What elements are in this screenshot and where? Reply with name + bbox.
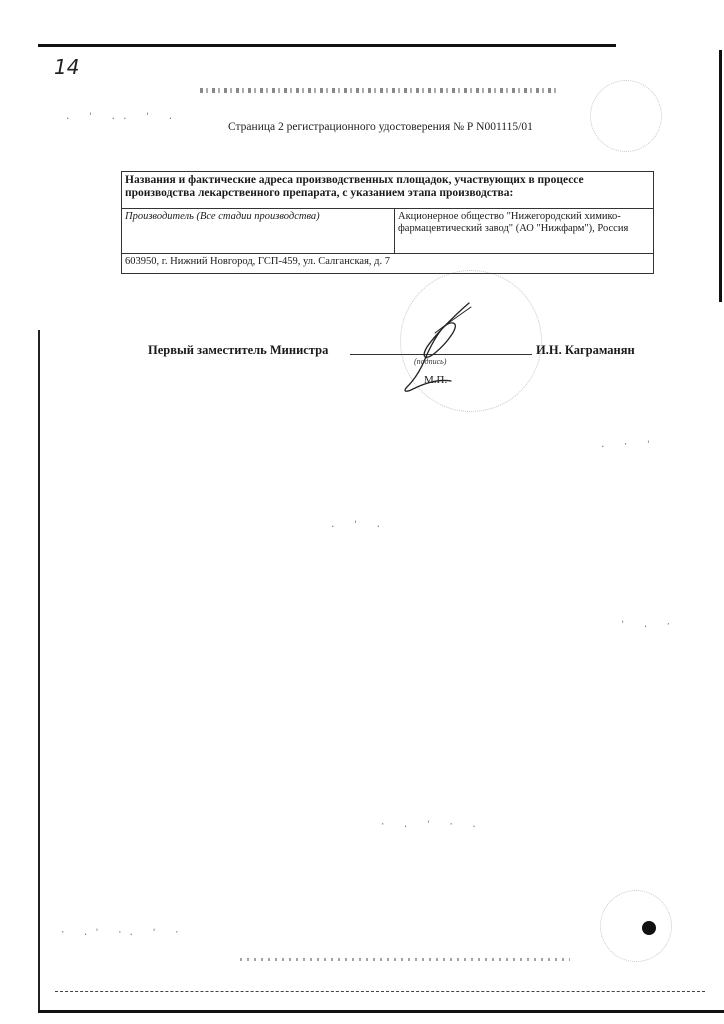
scan-border-bottom (38, 1010, 724, 1013)
production-sites-table (121, 171, 654, 274)
scan-border-top (38, 44, 616, 47)
scan-noise-streak (200, 88, 560, 93)
scan-noise-streak-bottom (240, 958, 570, 961)
signature-caption: (подпись) (414, 357, 447, 366)
scan-speckle: · .' ·. ' · (60, 928, 186, 938)
handwritten-signature (395, 295, 485, 395)
scan-dash-line (55, 991, 705, 992)
scan-border-right (719, 50, 722, 302)
seal-label: М.П. (424, 374, 448, 386)
table-heading: Названия и фактические адреса производственных площадок, участвующих в процессе производства лекарственного препарата, с указанием этапа производства: (122, 172, 654, 209)
stamp-impression-bottom-right (600, 890, 672, 962)
scan-border-left (38, 330, 40, 1010)
table-row (122, 209, 654, 254)
table-row (122, 254, 654, 274)
scan-speckle: · . ' · . (380, 820, 483, 830)
producer-label: Производитель (Все стадии производства) (122, 209, 395, 254)
signer-name: И.Н. Каграманян (536, 343, 635, 357)
page-header: Страница 2 регистрационного удостоверения № Р N001115/01 (228, 121, 533, 133)
handwritten-page-number: 14 (54, 55, 80, 79)
scan-speckle: . · ' (600, 440, 658, 450)
producer-name: Акционерное общество "Нижегородский химико-фармацевтический завод" (АО "Нижфарм"), Россия (395, 209, 654, 254)
scan-speckle: . ' .. ' . (65, 112, 180, 122)
scan-speckle: ' . · (620, 620, 678, 630)
ink-blot (642, 921, 656, 935)
production-address: 603950, г. Нижний Новгород, ГСП-459, ул. Салганская, д. 7 (122, 254, 654, 274)
scan-speckle: . ' . (330, 520, 388, 530)
table-row (122, 172, 654, 209)
signer-title: Первый заместитель Министра (148, 343, 329, 357)
stamp-impression-top-right (590, 80, 662, 152)
